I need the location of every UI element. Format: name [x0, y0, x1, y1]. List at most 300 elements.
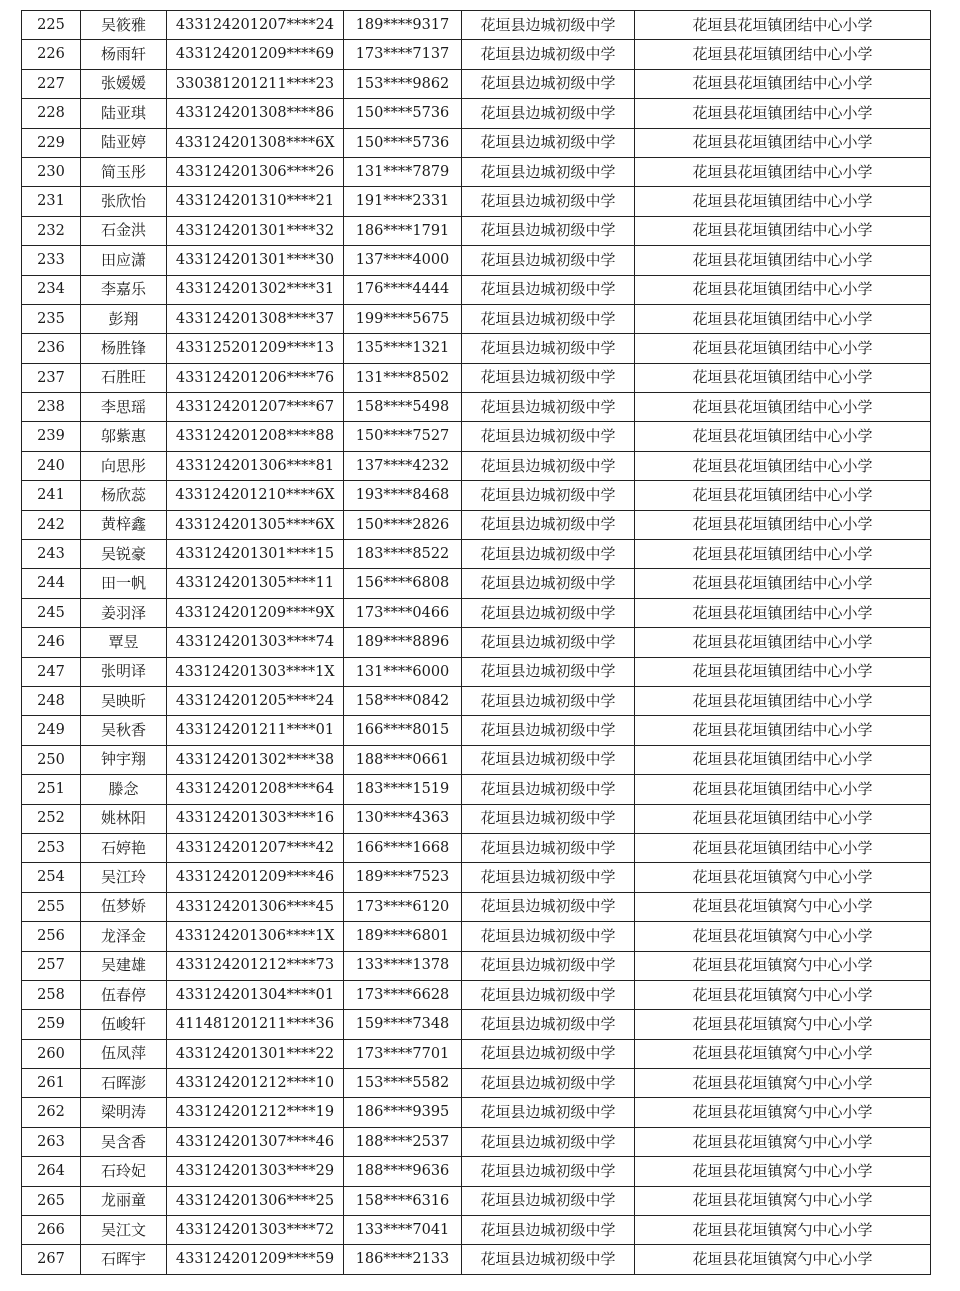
row-number-cell: 263	[22, 1127, 81, 1156]
row-number-cell: 236	[22, 334, 81, 363]
table-row	[22, 393, 931, 422]
table-row	[22, 1127, 931, 1156]
middle-school-cell: 花垣县边城初级中学	[462, 951, 635, 980]
id-number-cell: 433124201301****22	[167, 1039, 344, 1068]
primary-school-cell: 花垣县花垣镇团结中心小学	[635, 628, 931, 657]
id-number-cell: 433124201306****45	[167, 892, 344, 921]
phone-cell: 186****9395	[344, 1098, 462, 1127]
row-number-cell: 257	[22, 951, 81, 980]
id-number-cell: 433124201301****30	[167, 246, 344, 275]
row-number-cell: 229	[22, 128, 81, 157]
middle-school-cell: 花垣县边城初级中学	[462, 804, 635, 833]
name-cell: 石玲妃	[81, 1157, 167, 1186]
middle-school-cell: 花垣县边城初级中学	[462, 686, 635, 715]
id-number-cell: 433124201205****24	[167, 686, 344, 715]
primary-school-cell: 花垣县花垣镇团结中心小学	[635, 686, 931, 715]
middle-school-cell: 花垣县边城初级中学	[462, 334, 635, 363]
primary-school-cell: 花垣县花垣镇团结中心小学	[635, 598, 931, 627]
row-number-cell: 249	[22, 716, 81, 745]
middle-school-cell: 花垣县边城初级中学	[462, 745, 635, 774]
phone-cell: 189****7523	[344, 863, 462, 892]
name-cell: 姜羽泽	[81, 598, 167, 627]
id-number-cell: 433124201209****59	[167, 1245, 344, 1274]
primary-school-cell: 花垣县花垣镇团结中心小学	[635, 216, 931, 245]
primary-school-cell: 花垣县花垣镇团结中心小学	[635, 99, 931, 128]
primary-school-cell: 花垣县花垣镇团结中心小学	[635, 540, 931, 569]
name-cell: 梁明涛	[81, 1098, 167, 1127]
table-row	[22, 833, 931, 862]
phone-cell: 186****1791	[344, 216, 462, 245]
id-number-cell: 433124201208****88	[167, 422, 344, 451]
table-row	[22, 304, 931, 333]
name-cell: 向思彤	[81, 451, 167, 480]
middle-school-cell: 花垣县边城初级中学	[462, 99, 635, 128]
phone-cell: 188****0661	[344, 745, 462, 774]
id-number-cell: 433124201303****16	[167, 804, 344, 833]
table-row	[22, 11, 931, 40]
phone-cell: 158****6316	[344, 1186, 462, 1215]
phone-cell: 150****7527	[344, 422, 462, 451]
name-cell: 姚林阳	[81, 804, 167, 833]
row-number-cell: 264	[22, 1157, 81, 1186]
id-number-cell: 433124201212****73	[167, 951, 344, 980]
table-row	[22, 540, 931, 569]
phone-cell: 137****4232	[344, 451, 462, 480]
name-cell: 杨胜锋	[81, 334, 167, 363]
name-cell: 覃昱	[81, 628, 167, 657]
row-number-cell: 260	[22, 1039, 81, 1068]
id-number-cell: 433125201209****13	[167, 334, 344, 363]
middle-school-cell: 花垣县边城初级中学	[462, 128, 635, 157]
middle-school-cell: 花垣县边城初级中学	[462, 892, 635, 921]
name-cell: 石金洪	[81, 216, 167, 245]
row-number-cell: 256	[22, 922, 81, 951]
name-cell: 田应潇	[81, 246, 167, 275]
id-number-cell: 433124201306****1X	[167, 922, 344, 951]
id-number-cell: 433124201211****01	[167, 716, 344, 745]
id-number-cell: 433124201303****72	[167, 1216, 344, 1245]
id-number-cell: 433124201208****64	[167, 775, 344, 804]
id-number-cell: 433124201206****76	[167, 363, 344, 392]
phone-cell: 191****2331	[344, 187, 462, 216]
primary-school-cell: 花垣县花垣镇窝勺中心小学	[635, 1186, 931, 1215]
table-row	[22, 1157, 931, 1186]
middle-school-cell: 花垣县边城初级中学	[462, 451, 635, 480]
name-cell: 石晖宇	[81, 1245, 167, 1274]
table-row	[22, 275, 931, 304]
phone-cell: 133****7041	[344, 1216, 462, 1245]
id-number-cell: 433124201209****69	[167, 40, 344, 69]
id-number-cell: 433124201308****86	[167, 99, 344, 128]
name-cell: 吴江文	[81, 1216, 167, 1245]
primary-school-cell: 花垣县花垣镇团结中心小学	[635, 422, 931, 451]
primary-school-cell: 花垣县花垣镇团结中心小学	[635, 510, 931, 539]
name-cell: 田一帆	[81, 569, 167, 598]
row-number-cell: 248	[22, 686, 81, 715]
table-row	[22, 1010, 931, 1039]
table-row	[22, 69, 931, 98]
table-row	[22, 1039, 931, 1068]
id-number-cell: 433124201306****25	[167, 1186, 344, 1215]
name-cell: 吴锐豪	[81, 540, 167, 569]
name-cell: 杨欣蕊	[81, 481, 167, 510]
name-cell: 龙泽金	[81, 922, 167, 951]
middle-school-cell: 花垣县边城初级中学	[462, 275, 635, 304]
primary-school-cell: 花垣县花垣镇窝勺中心小学	[635, 863, 931, 892]
middle-school-cell: 花垣县边城初级中学	[462, 569, 635, 598]
row-number-cell: 258	[22, 980, 81, 1009]
middle-school-cell: 花垣县边城初级中学	[462, 716, 635, 745]
row-number-cell: 247	[22, 657, 81, 686]
primary-school-cell: 花垣县花垣镇团结中心小学	[635, 304, 931, 333]
middle-school-cell: 花垣县边城初级中学	[462, 980, 635, 1009]
row-number-cell: 228	[22, 99, 81, 128]
phone-cell: 130****4363	[344, 804, 462, 833]
phone-cell: 150****5736	[344, 128, 462, 157]
row-number-cell: 241	[22, 481, 81, 510]
student-table	[21, 10, 931, 1275]
primary-school-cell: 花垣县花垣镇团结中心小学	[635, 275, 931, 304]
phone-cell: 158****5498	[344, 393, 462, 422]
name-cell: 石晖澎	[81, 1069, 167, 1098]
id-number-cell: 433124201212****19	[167, 1098, 344, 1127]
id-number-cell: 433124201209****9X	[167, 598, 344, 627]
primary-school-cell: 花垣县花垣镇窝勺中心小学	[635, 1157, 931, 1186]
primary-school-cell: 花垣县花垣镇团结中心小学	[635, 69, 931, 98]
table-row	[22, 598, 931, 627]
name-cell: 吴映昕	[81, 686, 167, 715]
table-row	[22, 775, 931, 804]
phone-cell: 173****6120	[344, 892, 462, 921]
table-row	[22, 1069, 931, 1098]
row-number-cell: 232	[22, 216, 81, 245]
middle-school-cell: 花垣县边城初级中学	[462, 157, 635, 186]
row-number-cell: 227	[22, 69, 81, 98]
primary-school-cell: 花垣县花垣镇团结中心小学	[635, 775, 931, 804]
id-number-cell: 433124201305****6X	[167, 510, 344, 539]
middle-school-cell: 花垣县边城初级中学	[462, 833, 635, 862]
name-cell: 陆亚琪	[81, 99, 167, 128]
phone-cell: 137****4000	[344, 246, 462, 275]
phone-cell: 150****5736	[344, 99, 462, 128]
row-number-cell: 261	[22, 1069, 81, 1098]
primary-school-cell: 花垣县花垣镇团结中心小学	[635, 745, 931, 774]
table-row	[22, 510, 931, 539]
name-cell: 彭翔	[81, 304, 167, 333]
primary-school-cell: 花垣县花垣镇团结中心小学	[635, 657, 931, 686]
phone-cell: 131****8502	[344, 363, 462, 392]
middle-school-cell: 花垣县边城初级中学	[462, 540, 635, 569]
name-cell: 吴秋香	[81, 716, 167, 745]
row-number-cell: 254	[22, 863, 81, 892]
row-number-cell: 253	[22, 833, 81, 862]
middle-school-cell: 花垣县边城初级中学	[462, 1039, 635, 1068]
middle-school-cell: 花垣县边城初级中学	[462, 246, 635, 275]
primary-school-cell: 花垣县花垣镇团结中心小学	[635, 393, 931, 422]
middle-school-cell: 花垣县边城初级中学	[462, 1157, 635, 1186]
table-row	[22, 451, 931, 480]
id-number-cell: 433124201308****6X	[167, 128, 344, 157]
table-row	[22, 863, 931, 892]
table-row	[22, 745, 931, 774]
phone-cell: 153****5582	[344, 1069, 462, 1098]
row-number-cell: 246	[22, 628, 81, 657]
table-row	[22, 40, 931, 69]
row-number-cell: 262	[22, 1098, 81, 1127]
table-row	[22, 657, 931, 686]
table-row	[22, 804, 931, 833]
row-number-cell: 230	[22, 157, 81, 186]
middle-school-cell: 花垣县边城初级中学	[462, 1010, 635, 1039]
primary-school-cell: 花垣县花垣镇窝勺中心小学	[635, 1245, 931, 1274]
phone-cell: 131****7879	[344, 157, 462, 186]
primary-school-cell: 花垣县花垣镇团结中心小学	[635, 363, 931, 392]
name-cell: 吴江玲	[81, 863, 167, 892]
id-number-cell: 433124201306****81	[167, 451, 344, 480]
id-number-cell: 433124201303****29	[167, 1157, 344, 1186]
name-cell: 简玉彤	[81, 157, 167, 186]
table-row	[22, 363, 931, 392]
table-row	[22, 99, 931, 128]
primary-school-cell: 花垣县花垣镇团结中心小学	[635, 716, 931, 745]
id-number-cell: 433124201210****6X	[167, 481, 344, 510]
middle-school-cell: 花垣县边城初级中学	[462, 510, 635, 539]
row-number-cell: 245	[22, 598, 81, 627]
phone-cell: 183****8522	[344, 540, 462, 569]
row-number-cell: 226	[22, 40, 81, 69]
table-row	[22, 686, 931, 715]
phone-cell: 166****1668	[344, 833, 462, 862]
row-number-cell: 238	[22, 393, 81, 422]
table-row	[22, 216, 931, 245]
name-cell: 陆亚婷	[81, 128, 167, 157]
table-row	[22, 128, 931, 157]
row-number-cell: 266	[22, 1216, 81, 1245]
name-cell: 伍峻轩	[81, 1010, 167, 1039]
phone-cell: 173****6628	[344, 980, 462, 1009]
middle-school-cell: 花垣县边城初级中学	[462, 657, 635, 686]
table-row	[22, 334, 931, 363]
id-number-cell: 433124201303****1X	[167, 657, 344, 686]
middle-school-cell: 花垣县边城初级中学	[462, 1069, 635, 1098]
primary-school-cell: 花垣县花垣镇团结中心小学	[635, 833, 931, 862]
primary-school-cell: 花垣县花垣镇团结中心小学	[635, 334, 931, 363]
middle-school-cell: 花垣县边城初级中学	[462, 187, 635, 216]
table-row	[22, 716, 931, 745]
id-number-cell: 433124201212****10	[167, 1069, 344, 1098]
middle-school-cell: 花垣县边城初级中学	[462, 922, 635, 951]
id-number-cell: 433124201207****24	[167, 11, 344, 40]
phone-cell: 131****6000	[344, 657, 462, 686]
primary-school-cell: 花垣县花垣镇窝勺中心小学	[635, 951, 931, 980]
primary-school-cell: 花垣县花垣镇窝勺中心小学	[635, 1069, 931, 1098]
id-number-cell: 433124201207****42	[167, 833, 344, 862]
phone-cell: 173****0466	[344, 598, 462, 627]
phone-cell: 189****6801	[344, 922, 462, 951]
table-body	[22, 11, 931, 1275]
id-number-cell: 433124201307****46	[167, 1127, 344, 1156]
primary-school-cell: 花垣县花垣镇团结中心小学	[635, 569, 931, 598]
name-cell: 伍梦娇	[81, 892, 167, 921]
id-number-cell: 433124201302****38	[167, 745, 344, 774]
table-row	[22, 1216, 931, 1245]
middle-school-cell: 花垣县边城初级中学	[462, 216, 635, 245]
id-number-cell: 433124201306****26	[167, 157, 344, 186]
row-number-cell: 250	[22, 745, 81, 774]
phone-cell: 158****0842	[344, 686, 462, 715]
table-row	[22, 1098, 931, 1127]
row-number-cell: 255	[22, 892, 81, 921]
row-number-cell: 231	[22, 187, 81, 216]
primary-school-cell: 花垣县花垣镇团结中心小学	[635, 187, 931, 216]
middle-school-cell: 花垣县边城初级中学	[462, 775, 635, 804]
name-cell: 邬紫惠	[81, 422, 167, 451]
phone-cell: 153****9862	[344, 69, 462, 98]
table-row	[22, 951, 931, 980]
middle-school-cell: 花垣县边城初级中学	[462, 69, 635, 98]
table-row	[22, 422, 931, 451]
name-cell: 吴含香	[81, 1127, 167, 1156]
name-cell: 石婷艳	[81, 833, 167, 862]
name-cell: 伍春停	[81, 980, 167, 1009]
primary-school-cell: 花垣县花垣镇窝勺中心小学	[635, 980, 931, 1009]
name-cell: 伍凤萍	[81, 1039, 167, 1068]
row-number-cell: 233	[22, 246, 81, 275]
primary-school-cell: 花垣县花垣镇窝勺中心小学	[635, 1127, 931, 1156]
name-cell: 张明译	[81, 657, 167, 686]
row-number-cell: 244	[22, 569, 81, 598]
middle-school-cell: 花垣县边城初级中学	[462, 11, 635, 40]
table-row	[22, 1245, 931, 1274]
phone-cell: 186****2133	[344, 1245, 462, 1274]
id-number-cell: 433124201301****32	[167, 216, 344, 245]
row-number-cell: 265	[22, 1186, 81, 1215]
id-number-cell: 330381201211****23	[167, 69, 344, 98]
row-number-cell: 235	[22, 304, 81, 333]
id-number-cell: 433124201303****74	[167, 628, 344, 657]
primary-school-cell: 花垣县花垣镇窝勺中心小学	[635, 1010, 931, 1039]
primary-school-cell: 花垣县花垣镇团结中心小学	[635, 246, 931, 275]
middle-school-cell: 花垣县边城初级中学	[462, 40, 635, 69]
phone-cell: 166****8015	[344, 716, 462, 745]
phone-cell: 156****6808	[344, 569, 462, 598]
primary-school-cell: 花垣县花垣镇团结中心小学	[635, 157, 931, 186]
phone-cell: 188****9636	[344, 1157, 462, 1186]
table-row	[22, 481, 931, 510]
primary-school-cell: 花垣县花垣镇窝勺中心小学	[635, 892, 931, 921]
name-cell: 黄梓鑫	[81, 510, 167, 539]
middle-school-cell: 花垣县边城初级中学	[462, 422, 635, 451]
table-row	[22, 922, 931, 951]
middle-school-cell: 花垣县边城初级中学	[462, 1098, 635, 1127]
phone-cell: 159****7348	[344, 1010, 462, 1039]
table-row	[22, 246, 931, 275]
row-number-cell: 225	[22, 11, 81, 40]
name-cell: 龙丽童	[81, 1186, 167, 1215]
name-cell: 杨雨轩	[81, 40, 167, 69]
row-number-cell: 237	[22, 363, 81, 392]
middle-school-cell: 花垣县边城初级中学	[462, 363, 635, 392]
phone-cell: 133****1378	[344, 951, 462, 980]
row-number-cell: 239	[22, 422, 81, 451]
table-row	[22, 628, 931, 657]
name-cell: 吴筱雅	[81, 11, 167, 40]
name-cell: 李思瑶	[81, 393, 167, 422]
table-row	[22, 892, 931, 921]
middle-school-cell: 花垣县边城初级中学	[462, 628, 635, 657]
name-cell: 吴建雄	[81, 951, 167, 980]
phone-cell: 176****4444	[344, 275, 462, 304]
row-number-cell: 267	[22, 1245, 81, 1274]
middle-school-cell: 花垣县边城初级中学	[462, 1186, 635, 1215]
phone-cell: 188****2537	[344, 1127, 462, 1156]
name-cell: 滕念	[81, 775, 167, 804]
middle-school-cell: 花垣县边城初级中学	[462, 1127, 635, 1156]
row-number-cell: 234	[22, 275, 81, 304]
name-cell: 张欣怡	[81, 187, 167, 216]
middle-school-cell: 花垣县边城初级中学	[462, 598, 635, 627]
table-row	[22, 157, 931, 186]
id-number-cell: 433124201207****67	[167, 393, 344, 422]
phone-cell: 135****1321	[344, 334, 462, 363]
id-number-cell: 433124201302****31	[167, 275, 344, 304]
phone-cell: 173****7701	[344, 1039, 462, 1068]
table-row	[22, 980, 931, 1009]
middle-school-cell: 花垣县边城初级中学	[462, 1216, 635, 1245]
phone-cell: 193****8468	[344, 481, 462, 510]
row-number-cell: 252	[22, 804, 81, 833]
name-cell: 石胜旺	[81, 363, 167, 392]
row-number-cell: 259	[22, 1010, 81, 1039]
row-number-cell: 243	[22, 540, 81, 569]
name-cell: 李嘉乐	[81, 275, 167, 304]
phone-cell: 189****9317	[344, 11, 462, 40]
id-number-cell: 433124201305****11	[167, 569, 344, 598]
primary-school-cell: 花垣县花垣镇窝勺中心小学	[635, 922, 931, 951]
table-row	[22, 569, 931, 598]
primary-school-cell: 花垣县花垣镇团结中心小学	[635, 40, 931, 69]
id-number-cell: 433124201301****15	[167, 540, 344, 569]
id-number-cell: 433124201209****46	[167, 863, 344, 892]
middle-school-cell: 花垣县边城初级中学	[462, 481, 635, 510]
phone-cell: 173****7137	[344, 40, 462, 69]
primary-school-cell: 花垣县花垣镇团结中心小学	[635, 481, 931, 510]
name-cell: 张媛媛	[81, 69, 167, 98]
id-number-cell: 433124201308****37	[167, 304, 344, 333]
id-number-cell: 411481201211****36	[167, 1010, 344, 1039]
phone-cell: 199****5675	[344, 304, 462, 333]
primary-school-cell: 花垣县花垣镇团结中心小学	[635, 11, 931, 40]
primary-school-cell: 花垣县花垣镇窝勺中心小学	[635, 1098, 931, 1127]
middle-school-cell: 花垣县边城初级中学	[462, 863, 635, 892]
row-number-cell: 251	[22, 775, 81, 804]
primary-school-cell: 花垣县花垣镇窝勺中心小学	[635, 1039, 931, 1068]
phone-cell: 189****8896	[344, 628, 462, 657]
table-row	[22, 187, 931, 216]
primary-school-cell: 花垣县花垣镇窝勺中心小学	[635, 1216, 931, 1245]
id-number-cell: 433124201304****01	[167, 980, 344, 1009]
primary-school-cell: 花垣县花垣镇团结中心小学	[635, 804, 931, 833]
middle-school-cell: 花垣县边城初级中学	[462, 393, 635, 422]
primary-school-cell: 花垣县花垣镇团结中心小学	[635, 451, 931, 480]
phone-cell: 183****1519	[344, 775, 462, 804]
row-number-cell: 240	[22, 451, 81, 480]
id-number-cell: 433124201310****21	[167, 187, 344, 216]
table-row	[22, 1186, 931, 1215]
name-cell: 钟宇翔	[81, 745, 167, 774]
phone-cell: 150****2826	[344, 510, 462, 539]
row-number-cell: 242	[22, 510, 81, 539]
